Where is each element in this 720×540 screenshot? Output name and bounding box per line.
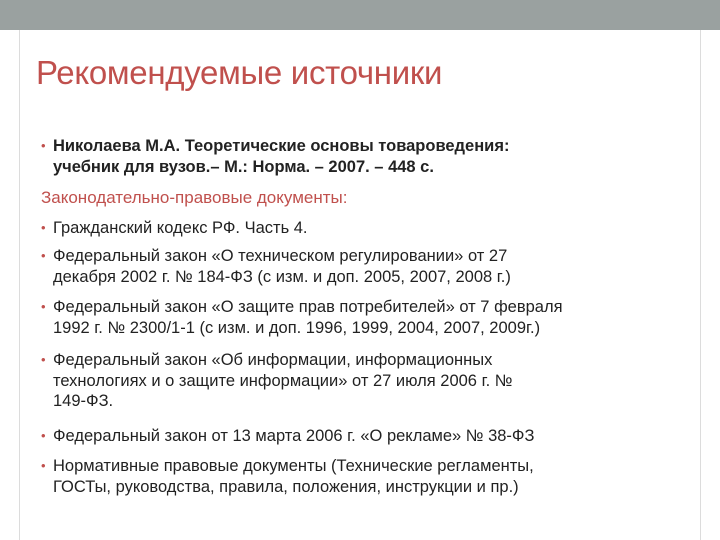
bullet-icon: • xyxy=(41,220,46,235)
legal-doc-item xyxy=(41,218,308,239)
slide-title: Рекомендуемые источники xyxy=(36,54,443,91)
top-bar xyxy=(0,0,720,30)
legal-doc-line: Гражданский кодекс РФ. Часть 4. xyxy=(53,219,308,237)
legal-doc-item xyxy=(41,246,511,287)
legal-doc-line: Федеральный закон «Об информации, информационных xyxy=(53,351,493,369)
bullet-icon: • xyxy=(41,248,46,263)
legal-doc-item xyxy=(41,350,512,412)
legal-doc-line: Федеральный закон «О защите прав потребителей» от 7 февраля xyxy=(53,298,563,316)
legal-doc-item xyxy=(41,426,534,447)
legal-doc-line: Федеральный закон «О техническом регулировании» от 27 xyxy=(53,247,508,265)
bullet-icon: • xyxy=(41,299,46,314)
legal-doc-line: Нормативные правовые документы (Технические регламенты, xyxy=(53,457,534,475)
book-reference-item xyxy=(41,136,509,177)
legal-doc-item xyxy=(41,297,563,338)
legal-doc-line: ГОСТы, руководства, правила, положения, инструкции и пр.) xyxy=(53,477,519,496)
legal-doc-line: технологиях и о защите информации» от 27 июля 2006 г. № xyxy=(53,371,513,390)
legal-doc-line: 149-ФЗ. xyxy=(53,392,114,410)
legal-docs-heading: Законодательно-правовые документы: xyxy=(41,188,348,207)
legal-doc-line: Федеральный закон от 13 марта 2006 г. «О рекламе» № 38-ФЗ xyxy=(53,427,535,445)
legal-doc-line: 1992 г. № 2300/1-1 (с изм. и доп. 1996, 1999, 2004, 2007, 2009г.) xyxy=(53,318,541,337)
book-line: учебник для вузов.– М.: Норма. – 2007. – 448 с. xyxy=(53,157,434,176)
bullet-icon: • xyxy=(41,458,46,473)
book-line: Николаева М.А. Теоретические основы товароведения: xyxy=(53,137,510,155)
bullet-icon: • xyxy=(41,138,46,153)
legal-doc-line: декабря 2002 г. № 184-ФЗ (с изм. и доп. 2005, 2007, 2008 г.) xyxy=(53,267,511,286)
legal-doc-item xyxy=(41,456,534,497)
bullet-icon: • xyxy=(41,352,46,367)
bullet-icon: • xyxy=(41,428,46,443)
